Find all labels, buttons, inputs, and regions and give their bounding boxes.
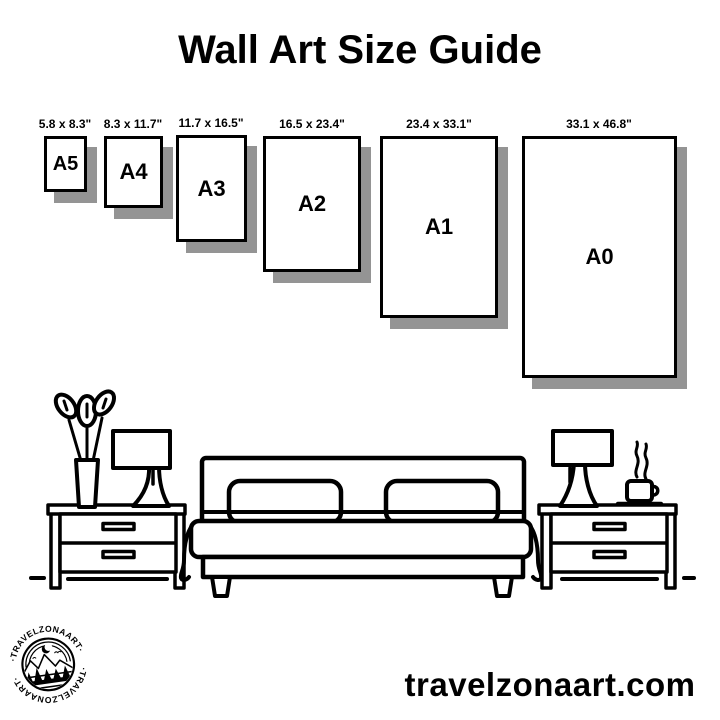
logo-arc-text-top: ·TRAVELZONAART· [7,623,87,663]
table-lamp-left-icon [113,431,170,506]
plant-icon [52,388,118,507]
brand-logo [3,619,93,711]
paper-size-code: A5 [52,152,79,175]
dimension-label-a1: 23.4 x 33.1" [406,117,472,131]
table-lamp-right-icon [553,431,612,506]
logo-arc-text-bottom: ·TRAVELZONAART· [10,666,89,706]
dimension-label-a4: 8.3 x 11.7" [103,117,163,131]
paper-size-code: A1 [424,214,454,239]
page-title: Wall Art Size Guide [178,28,542,72]
coffee-cup-icon [618,442,661,504]
paper-size-code: A2 [297,191,327,216]
nightstand-right-icon [539,505,676,588]
paper-size-code: A3 [197,175,226,201]
nightstand-left-icon [48,505,185,588]
dimension-label-a3: 11.7 x 16.5" [178,116,244,130]
website-url: travelzonaart.com [404,666,696,703]
paper-size-code: A4 [119,159,148,184]
paper-size-code: A0 [585,244,614,269]
dimension-label-a5: 5.8 x 8.3" [38,117,92,131]
dimension-label-a2: 16.5 x 23.4" [279,117,345,131]
bed-icon [181,458,541,596]
dimension-label-a0: 33.1 x 46.8" [566,117,632,131]
